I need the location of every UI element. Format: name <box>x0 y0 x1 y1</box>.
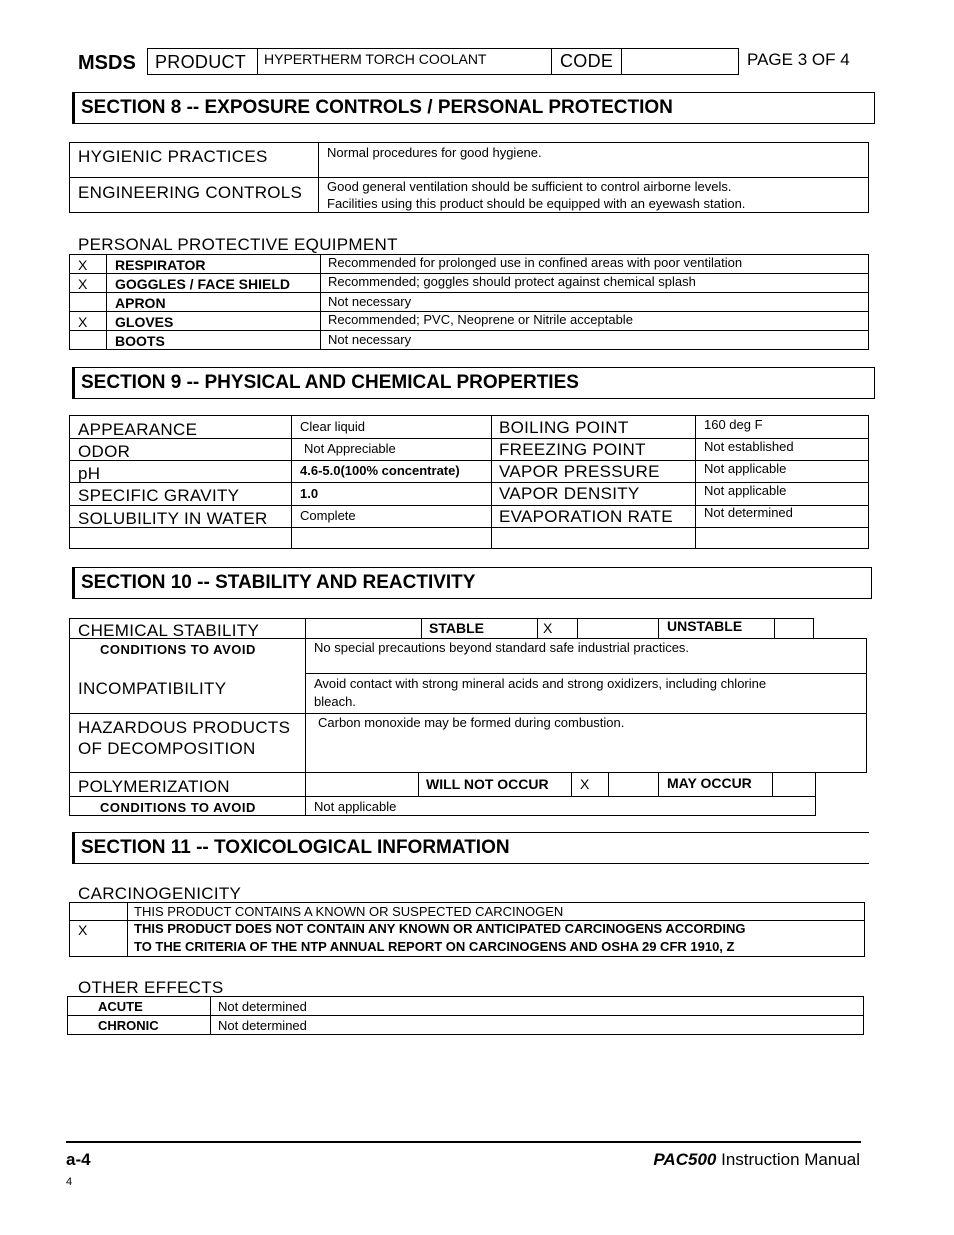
prop-right-value: Not determined <box>704 505 793 520</box>
prop-right-value: Not applicable <box>704 483 787 498</box>
hazardous-label-1: HAZARDOUS PRODUCTS <box>78 718 291 737</box>
hygienic-value: Normal procedures for good hygiene. <box>327 145 542 160</box>
may-occur-label: MAY OCCUR <box>667 775 752 791</box>
engineering-value-1: Good general ventilation should be sufficient to control airborne levels. <box>327 179 732 194</box>
section8-title-bar <box>72 92 875 124</box>
stable-mark: X <box>543 620 553 636</box>
ppe-mark: X <box>78 257 88 273</box>
acute-label: ACUTE <box>98 999 143 1014</box>
acute-value: Not determined <box>218 999 307 1014</box>
prop-left-value: Complete <box>300 508 356 523</box>
ppe-note: Recommended; goggles should protect against chemical splash <box>328 274 696 289</box>
ppe-item: APRON <box>115 295 166 311</box>
polymerization-label: POLYMERIZATION <box>78 777 230 796</box>
carc-statement-cont: TO THE CRITERIA OF THE NTP ANNUAL REPORT ON CARCINOGENS AND OSHA 29 CFR 1910, Z <box>134 939 735 954</box>
footer-small-number: 4 <box>66 1176 73 1188</box>
conditions-avoid-value: Not applicable <box>314 799 397 814</box>
hazardous-label-2: OF DECOMPOSITION <box>78 739 256 758</box>
prop-right-label: VAPOR DENSITY <box>499 484 640 503</box>
section10-title-bar <box>72 567 872 599</box>
carc-statement: THIS PRODUCT CONTAINS A KNOWN OR SUSPECTED CARCINOGEN <box>134 904 564 919</box>
section9-title-bar <box>72 367 875 399</box>
ppe-note: Recommended; PVC, Neoprene or Nitrile acceptable <box>328 312 633 327</box>
prop-left-label: ODOR <box>78 442 131 461</box>
ppe-item: GLOVES <box>115 314 174 330</box>
carcinogenicity-heading: CARCINOGENICITY <box>78 884 242 903</box>
conditions-avoid-label: CONDITIONS TO AVOID <box>100 642 256 657</box>
unstable-label: UNSTABLE <box>667 618 743 634</box>
conditions-avoid-label: CONDITIONS TO AVOID <box>100 800 256 815</box>
carc-mark: X <box>78 922 88 938</box>
engineering-value-2: Facilities using this product should be equipped with an eyewash station. <box>327 196 746 211</box>
footer-rule <box>66 1141 861 1143</box>
prop-left-value: 4.6-5.0(100% concentrate) <box>300 463 460 478</box>
engineering-label: ENGINEERING CONTROLS <box>78 183 303 202</box>
ppe-note: Not necessary <box>328 332 412 347</box>
chronic-value: Not determined <box>218 1018 307 1033</box>
prop-left-value: Not Appreciable <box>304 441 396 456</box>
product-label: PRODUCT <box>155 52 247 72</box>
other-effects-heading: OTHER EFFECTS <box>78 978 224 997</box>
conditions-avoid-value: No special precautions beyond standard safe industrial practices. <box>314 640 690 655</box>
manual-brand: PAC500 <box>653 1150 717 1169</box>
ppe-note: Not necessary <box>328 294 412 309</box>
section11-title: SECTION 11 -- TOXICOLOGICAL INFORMATION <box>81 837 510 858</box>
footer-manual-title <box>653 1150 860 1170</box>
ppe-note: Recommended for prolonged use in confined areas with poor ventilation <box>328 255 743 270</box>
chronic-label: CHRONIC <box>98 1018 159 1033</box>
prop-left-value: 1.0 <box>300 486 319 501</box>
code-label: CODE <box>560 51 614 71</box>
chem-stability-label: CHEMICAL STABILITY <box>78 621 260 640</box>
incompatibility-label: INCOMPATIBILITY <box>78 679 227 698</box>
will-not-occur-label: WILL NOT OCCUR <box>426 776 549 792</box>
prop-left-label: SPECIFIC GRAVITY <box>78 486 240 505</box>
footer-page-code: a-4 <box>66 1150 91 1169</box>
section9-title: SECTION 9 -- PHYSICAL AND CHEMICAL PROPERTIES <box>81 372 579 393</box>
prop-right-label: VAPOR PRESSURE <box>499 462 660 481</box>
prop-right-value: 160 deg F <box>704 417 763 432</box>
section10-title: SECTION 10 -- STABILITY AND REACTIVITY <box>81 572 476 593</box>
hazardous-value: Carbon monoxide may be formed during combustion. <box>318 715 625 730</box>
carc-statement: THIS PRODUCT DOES NOT CONTAIN ANY KNOWN OR ANTICIPATED CARCINOGENS ACCORDING <box>134 921 746 936</box>
section8-title: SECTION 8 -- EXPOSURE CONTROLS / PERSONAL PROTECTION <box>81 97 673 118</box>
msds-label: MSDS <box>78 52 136 74</box>
prop-left-label: APPEARANCE <box>78 420 198 439</box>
will-not-occur-mark: X <box>580 776 590 792</box>
section11-title-bar <box>72 832 869 864</box>
prop-right-value: Not established <box>704 439 794 454</box>
prop-left-label: SOLUBILITY IN WATER <box>78 509 268 528</box>
ppe-mark: X <box>78 276 88 292</box>
prop-left-value: Clear liquid <box>300 419 366 434</box>
manual-text: Instruction Manual <box>721 1150 860 1169</box>
ppe-item: RESPIRATOR <box>115 257 206 273</box>
prop-right-label: EVAPORATION RATE <box>499 507 673 526</box>
stable-label: STABLE <box>429 620 484 636</box>
page-indicator: PAGE 3 OF 4 <box>747 50 850 69</box>
product-value: HYPERTHERM TORCH COOLANT <box>264 51 487 67</box>
hygienic-label: HYGIENIC PRACTICES <box>78 147 268 166</box>
incompatibility-value-2: bleach. <box>314 694 356 709</box>
ppe-heading: PERSONAL PROTECTIVE EQUIPMENT <box>78 235 398 254</box>
incompatibility-value-1: Avoid contact with strong mineral acids and strong oxidizers, including chlorine <box>314 676 767 691</box>
ppe-item: BOOTS <box>115 333 165 349</box>
prop-right-value: Not applicable <box>704 461 787 476</box>
ppe-item: GOGGLES / FACE SHIELD <box>115 276 291 292</box>
prop-right-label: FREEZING POINT <box>499 440 646 459</box>
prop-right-label: BOILING POINT <box>499 418 629 437</box>
prop-left-label: pH <box>78 464 101 483</box>
ppe-mark: X <box>78 314 88 330</box>
